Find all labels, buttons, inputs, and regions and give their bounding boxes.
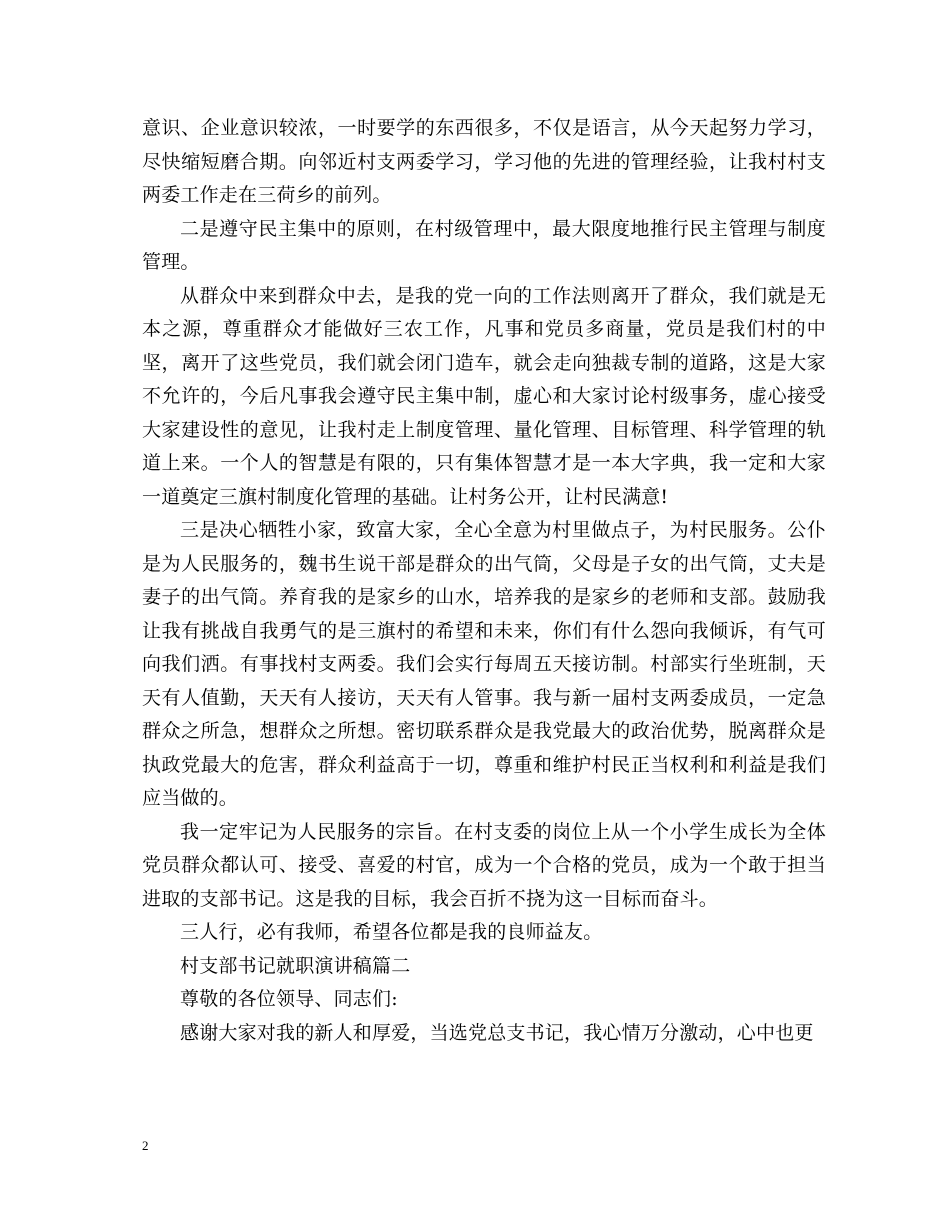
salutation: 尊敬的各位领导、同志们:	[180, 988, 398, 1010]
paragraph-continuation: 意识、企业意识较浓，一时要学的东西很多，不仅是语言，从今天起努力学习，尽快缩短磨合期。向邻近村支两委学习，学习他的先进的管理经验，让我村村支两委工作走在三荷乡的前列。	[142, 117, 826, 206]
page-number: 2	[142, 1138, 149, 1153]
paragraph-serve-people: 我一定牢记为人民服务的宗旨。在村支委的岗位上从一个小学生成长为全体党员群众都认可、接受、喜爱的村官，成为一个合格的党员，成为一个敢于担当进取的支部书记。这是我的目标，我会百折不挠为这一目标而奋斗。	[142, 820, 826, 910]
paragraph-serve-villagers: 三是决心牺牲小家，致富大家，全心全意为村里做点子，为村民服务。公仆是为人民服务的，魏书生说干部是群众的出气筒，父母是子女的出气筒，丈夫是妻子的出气筒。养育我的是家乡的山水，培养我的是家乡的老师和支部。鼓励我让我有挑战自我勇气的是三旗村的希望和未来，你们有什么怨向我倾诉，有气可向我们洒。有事找村支两委。我们会实行每周五天接访制。村部实行坐班制，天天有人值勤，天天有人接访，天天有人管事。我与新一届村支两委成员，一定急群众之所急，想群众之所想。密切联系群众是我党最大的政治优势，脱离群众是执政党最大的危害，群众利益高于一切，尊重和维护村民正当权利和利益是我们应当做的。	[142, 519, 826, 809]
paragraph-closing: 三人行，必有我师，希望各位都是我的良师益友。	[180, 921, 603, 943]
document-body	[142, 112, 826, 1050]
section-heading-part-two: 村支部书记就职演讲稿篇二	[180, 954, 411, 977]
paragraph-thanks: 感谢大家对我的新人和厚爱，当选党总支书记，我心情万分激动，心中也更	[180, 1021, 814, 1044]
paragraph-democratic-centralism: 二是遵守民主集中的原则，在村级管理中，最大限度地推行民主管理与制度管理。	[142, 217, 826, 273]
paragraph-mass-line: 从群众中来到群众中去，是我的党一向的工作法则离开了群众，我们就是无本之源，尊重群众才能做好三农工作，凡事和党员多商量，党员是我们村的中坚，离开了这些党员，我们就会闭门造车，就会走向独裁专制的道路，这是大家不允许的，今后凡事我会遵守民主集中制，虚心和大家讨论村级事务，虚心接受大家建设性的意见，让我村走上制度管理、量化管理、目标管理、科学管理的轨道上来。一个人的智慧是有限的，只有集体智慧才是一本大字典，我一定和大家一道奠定三旗村制度化管理的基础。让村务公开，让村民满意!	[142, 284, 826, 508]
